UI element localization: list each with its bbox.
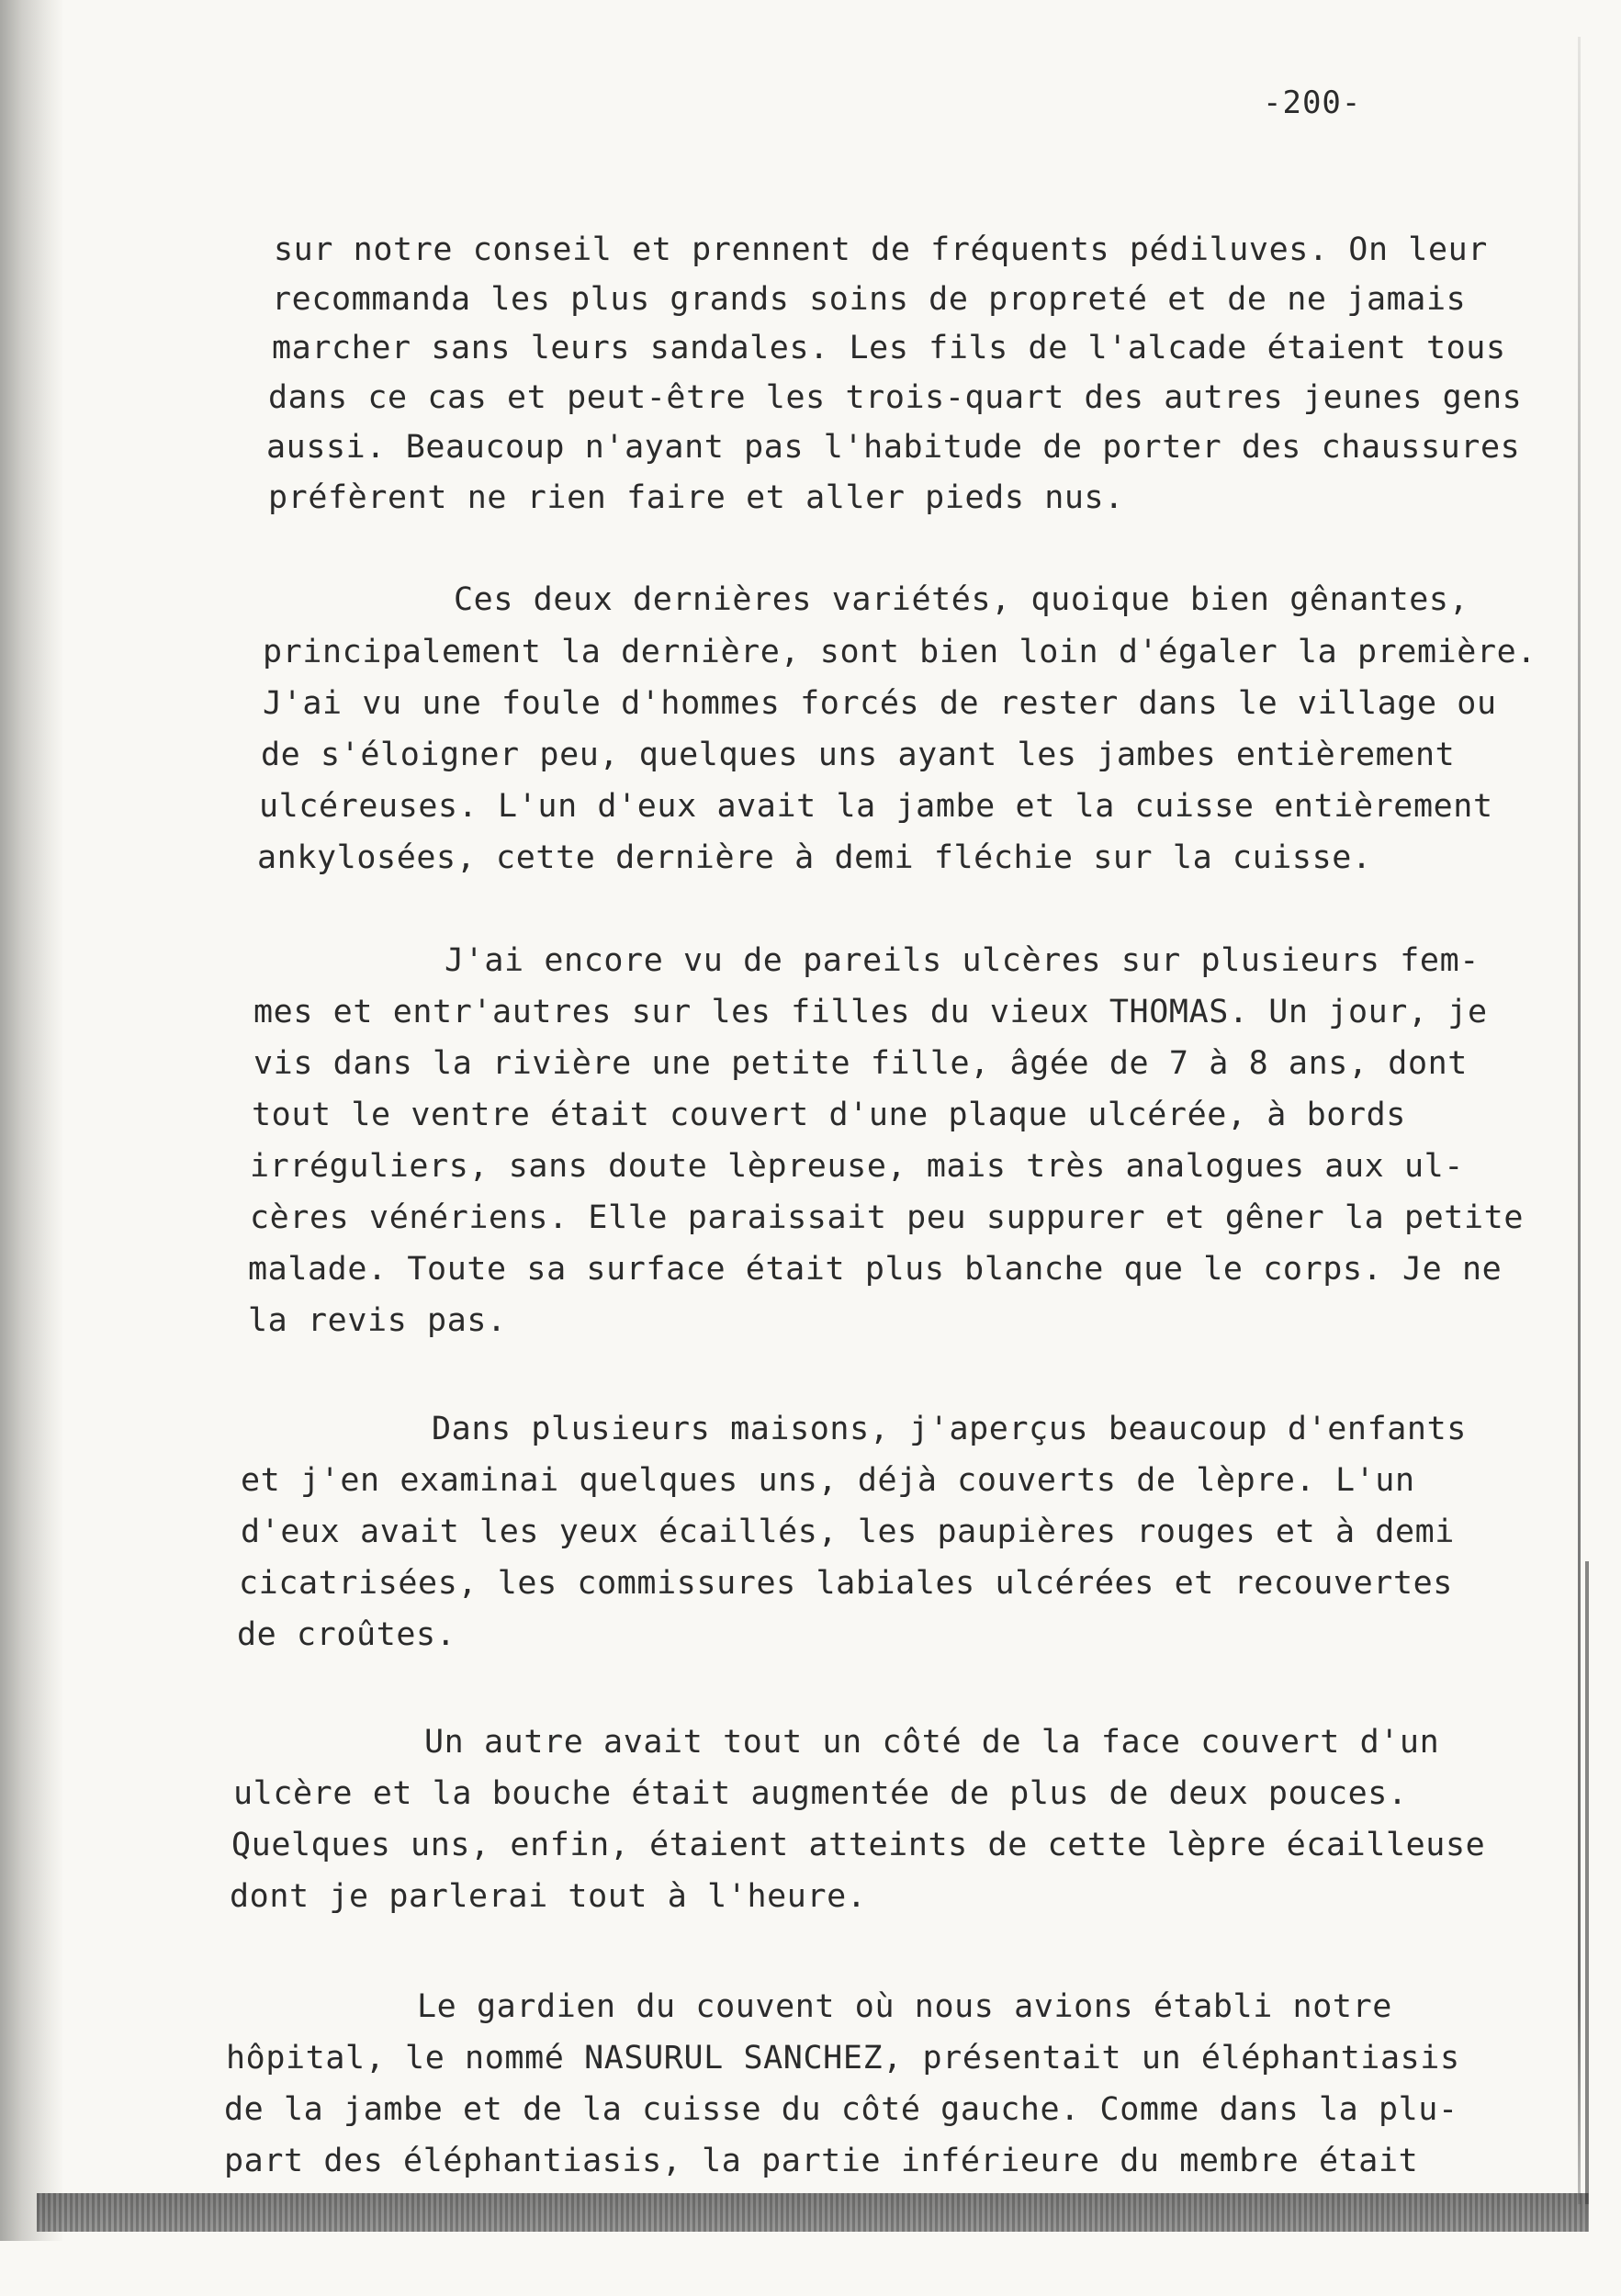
text-line: préfèrent ne rien faire et aller pieds nus. <box>268 479 1124 516</box>
text-line: de la jambe et de la cuisse du côté gauche. Comme dans la plu- <box>224 2091 1458 2128</box>
text-line: ulcéreuses. L'un d'eux avait la jambe et la cuisse entièrement <box>259 788 1493 825</box>
text-line: de s'éloigner peu, quelques uns ayant les jambes entièrement <box>261 737 1456 773</box>
text-line: hôpital, le nommé NASURUL SANCHEZ, présentait un éléphantiasis <box>226 2040 1460 2077</box>
page-number: -200- <box>1263 84 1362 121</box>
text-line: vis dans la rivière une petite fille, âgée de 7 à 8 ans, dont <box>253 1045 1468 1082</box>
text-line: dans ce cas et peut-être les trois-quart des autres jeunes gens <box>268 379 1523 416</box>
text-line: la revis pas. <box>248 1302 507 1339</box>
text-line: irréguliers, sans doute lèpreuse, mais très analogues aux ul- <box>250 1148 1464 1185</box>
text-line: cères vénériens. Elle paraissait peu suppurer et gêner la petite <box>250 1199 1524 1236</box>
text-line: mes et entr'autres sur les filles du vieux THOMAS. Un jour, je <box>253 994 1488 1030</box>
text-line: recommanda les plus grands soins de propreté et de ne jamais <box>272 281 1467 318</box>
text-line: d'eux avait les yeux écaillés, les paupières rouges et à demi <box>241 1514 1455 1550</box>
text-line: ulcère et la bouche était augmentée de plus de deux pouces. <box>233 1775 1408 1812</box>
scan-right-edge-shadow <box>1585 1561 1589 2204</box>
text-line: malade. Toute sa surface était plus blanche que le corps. Je ne <box>248 1251 1503 1288</box>
text-line: J'ai vu une foule d'hommes forcés de rester dans le village ou <box>263 685 1497 722</box>
text-line: part des éléphantiasis, la partie inférieure du membre était <box>224 2143 1419 2179</box>
text-line: tout le ventre était couvert d'une plaque ulcérée, à bords <box>252 1097 1406 1133</box>
text-line: Quelques uns, enfin, étaient atteints de cette lèpre écailleuse <box>231 1827 1486 1863</box>
text-line: sur notre conseil et prennent de fréquents pédiluves. On leur <box>274 231 1488 268</box>
text-line: principalement la dernière, sont bien loin d'égaler la première. <box>263 634 1537 670</box>
text-line: ankylosées, cette dernière à demi fléchie sur la cuisse. <box>257 839 1372 876</box>
scan-right-edge-line <box>1578 37 1581 2204</box>
text-line: Dans plusieurs maisons, j'aperçus beaucoup d'enfants <box>432 1411 1467 1447</box>
text-line: cicatrisées, les commissures labiales ulcérées et recouvertes <box>239 1565 1453 1602</box>
scan-left-edge-shadow <box>0 0 64 2241</box>
text-line: marcher sans leurs sandales. Les fils de l'alcade étaient tous <box>272 330 1506 366</box>
text-line: Le gardien du couvent où nous avions établi notre <box>417 1988 1392 2025</box>
text-line: dont je parlerai tout à l'heure. <box>230 1878 867 1915</box>
scan-bottom-edge-band <box>37 2193 1589 2232</box>
text-line: Ces deux dernières variétés, quoique bien gênantes, <box>454 581 1469 618</box>
text-line: aussi. Beaucoup n'ayant pas l'habitude de porter des chaussures <box>266 429 1521 466</box>
text-line: Un autre avait tout un côté de la face couvert d'un <box>424 1724 1440 1761</box>
text-line: et j'en examinai quelques uns, déjà couverts de lèpre. L'un <box>241 1462 1415 1499</box>
text-line: de croûtes. <box>237 1616 456 1653</box>
text-line: J'ai encore vu de pareils ulcères sur plusieurs fem- <box>445 942 1480 979</box>
